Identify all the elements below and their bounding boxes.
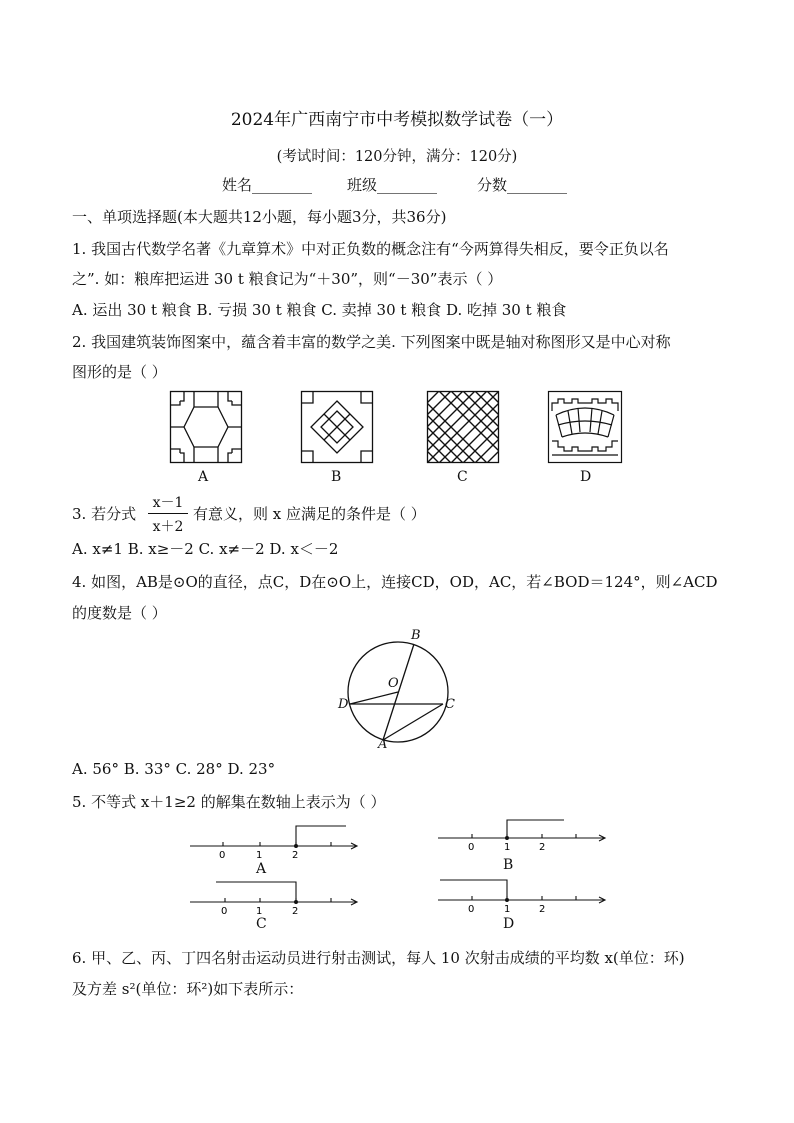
number-line-b-label: B [503, 857, 514, 873]
q1-options: A. 运出 30 t 粮食 B. 亏损 30 t 粮食 C. 卖掉 30 t 粮食 D. 吃掉 30 t 粮食 [72, 301, 567, 319]
q3-options: A. x≠1 B. x≥－2 C. x≠－2 D. x＜－2 [72, 540, 339, 558]
q3-suffix: 有意义，则 x 应满足的条件是（ ） [193, 505, 426, 523]
circle-figure [335, 628, 465, 750]
q6-line1: 6. 甲、乙、丙、丁四名射击运动员进行射击测试，每人 10 次射击成绩的平均数 x(单位：环) [72, 949, 685, 967]
pattern-b-figure [301, 391, 373, 463]
nd-tick-0: 0 [468, 904, 475, 915]
point-d-label: D [338, 697, 349, 712]
q3-prefix: 3. 若分式 [72, 505, 137, 523]
number-line-d [436, 876, 611, 916]
pattern-c-label: C [457, 469, 468, 485]
number-line-a-label: A [256, 861, 267, 877]
pattern-d-label: D [580, 469, 592, 485]
q3-numerator: x－1 [148, 492, 188, 514]
q4-options: A. 56° B. 33° C. 28° D. 23° [72, 760, 276, 778]
nc-tick-2: 2 [292, 906, 299, 917]
pattern-c-figure [427, 391, 499, 463]
q5-line1: 5. 不等式 x＋1≥2 的解集在数轴上表示为（ ） [72, 793, 386, 811]
q4-line2: 的度数是（ ） [72, 604, 167, 622]
q4-line1: 4. 如图，AB是⊙O的直径，点C，D在⊙O上，连接CD，OD，AC，若∠BOD＝124°，则∠ACD [72, 573, 718, 591]
pattern-b-label: B [331, 469, 342, 485]
point-a-label: A [378, 737, 388, 752]
pattern-d-figure [548, 391, 622, 463]
point-b-label: B [411, 628, 421, 643]
class-field: 班级________ [347, 176, 438, 194]
nd-tick-2: 2 [539, 904, 546, 915]
q6-line2: 及方差 s²(单位：环²)如下表所示： [72, 980, 304, 998]
number-line-c-label: C [256, 916, 267, 932]
nb-tick-2: 2 [539, 842, 546, 853]
q2-line2: 图形的是（ ） [72, 363, 167, 381]
section-heading: 一、单项选择题(本大题共12小题，每小题3分，共36分) [72, 208, 447, 226]
number-line-a [188, 822, 363, 862]
point-o-label: O [388, 676, 399, 691]
na-tick-0: 0 [219, 850, 226, 861]
number-line-c [188, 878, 363, 918]
name-field: 姓名________ [222, 176, 313, 194]
q1-line1: 1. 我国古代数学名著《九章算术》中对正负数的概念注有“今两算得失相反，要令正负以名 [72, 240, 669, 258]
pattern-a-label: A [198, 469, 209, 485]
nc-tick-1: 1 [256, 906, 263, 917]
na-tick-1: 1 [256, 850, 263, 861]
pattern-a-figure [170, 391, 242, 463]
q2-line1: 2. 我国建筑装饰图案中，蕴含着丰富的数学之美. 下列图案中既是轴对称图形又是中心对称 [72, 333, 671, 351]
exam-subtitle: (考试时间：120分钟，满分：120分) [276, 149, 518, 165]
nc-tick-0: 0 [221, 906, 228, 917]
q3-denominator: x＋2 [152, 519, 184, 535]
nb-tick-1: 1 [504, 842, 511, 853]
exam-title: 2024年广西南宁市中考模拟数学试卷（一） [230, 110, 564, 130]
nd-tick-1: 1 [504, 904, 511, 915]
q3-fraction [148, 492, 188, 536]
na-tick-2: 2 [292, 850, 299, 861]
score-field: 分数________ [477, 176, 568, 194]
q1-line2: 之”. 如：粮库把运进 30 t 粮食记为“＋30”，则“－30”表示（ ） [72, 270, 503, 288]
number-line-b [436, 814, 611, 854]
nb-tick-0: 0 [468, 842, 475, 853]
number-line-d-label: D [503, 916, 515, 932]
point-c-label: C [445, 697, 455, 712]
